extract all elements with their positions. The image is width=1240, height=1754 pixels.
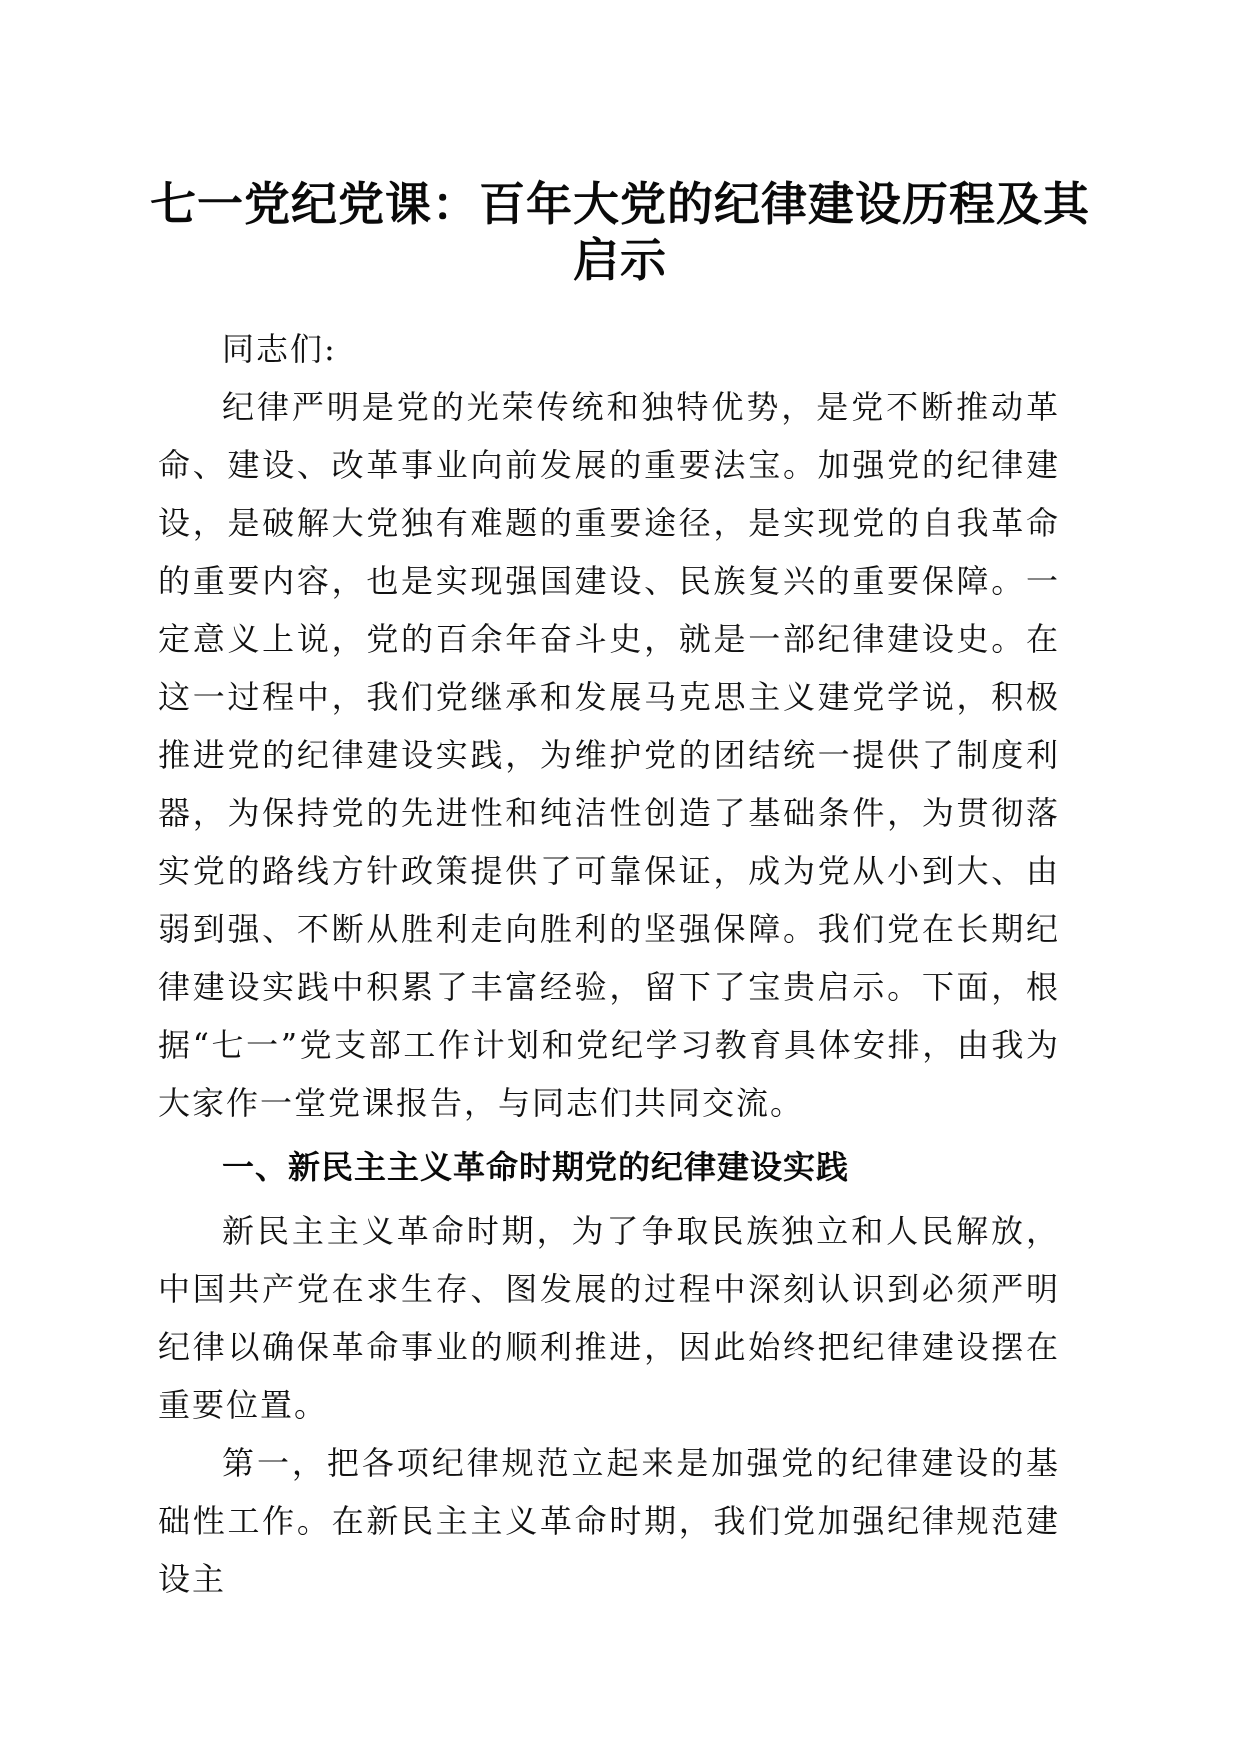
salutation: 同志们:	[222, 330, 337, 368]
section-heading: 一、新民主主义革命时期党的纪律建设实践	[222, 1148, 850, 1186]
document-title: 七一党纪党课：百年大党的纪律建设历程及其启示	[150, 177, 1090, 287]
section-paragraph: 新民主主义革命时期，为了争取民族独立和人民解放，中国共产党在求生存、图发展的过程中深刻认识到必须严明纪律以确保革命事业的顺利推进，因此始终把纪律建设摆在重要位置。	[158, 1212, 1060, 1424]
document-body	[158, 320, 1060, 1608]
section-paragraph: 第一，把各项纪律规范立起来是加强党的纪律建设的基础性工作。在新民主主义革命时期，我们党加强纪律规范建设主	[158, 1444, 1060, 1598]
intro-paragraph: 纪律严明是党的光荣传统和独特优势，是党不断推动革命、建设、改革事业向前发展的重要法宝。加强党的纪律建设，是破解大党独有难题的重要途径，是实现党的自我革命的重要内容，也是实现强国建设、民族复兴的重要保障。一定意义上说，党的百余年奋斗史，就是一部纪律建设史。在这一过程中，我们党继承和发展马克思主义建党学说，积极推进党的纪律建设实践，为维护党的团结统一提供了制度利器，为保持党的先进性和纯洁性创造了基础条件，为贯彻落实党的路线方针政策提供了可靠保证，成为党从小到大、由弱到强、不断从胜利走向胜利的坚强保障。我们党在长期纪律建设实践中积累了丰富经验，留下了宝贵启示。下面，根据“七一”党支部工作计划和党纪学习教育具体安排，由我为大家作一堂党课报告，与同志们共同交流。	[158, 388, 1060, 1122]
